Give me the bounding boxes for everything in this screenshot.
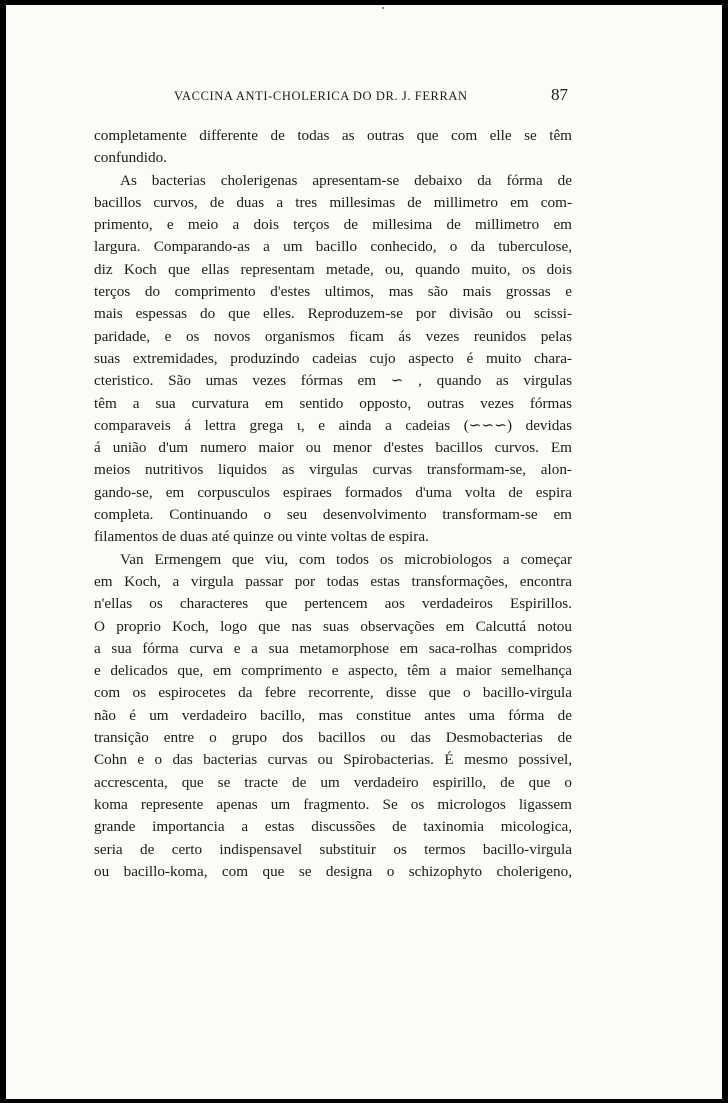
text-line: meios nutritivos liquidos as virgulas curvas transformam-se, alon-	[94, 461, 572, 479]
page-header	[6, 85, 722, 109]
text-line: n'ellas os characteres que pertencem aos verdadeiros Espirillos.	[94, 595, 572, 613]
text-line: confundido.	[94, 149, 167, 167]
text-line: completamente differente de todas as outras que com elle se têm	[94, 127, 572, 144]
text-line: não é um verdadeiro bacillo, mas constitue antes uma fórma de	[94, 706, 572, 724]
text-line: comparaveis á lettra grega ι, e ainda a cadeias (∽∽∽) devidas	[94, 416, 572, 434]
text-line: têm a sua curvatura em sentido opposto, outras vezes fórmas	[94, 394, 572, 412]
paragraph-start-line: Van Ermengem que viu, com todos os microbiologos a começar	[120, 550, 572, 568]
text-line: com os espirocetes da febre recorrente, disse que o bacillo-virgula	[94, 684, 572, 702]
text-line: mais espessas do que elles. Reproduzem-se por divisão ou scissi-	[94, 305, 572, 323]
text-line: koma represente apenas um fragmento. Se os micrologos ligassem	[94, 795, 572, 813]
text-line: a sua fórma curva e a sua metamorphose em saca-rolhas compridos	[94, 639, 572, 657]
text-line: Cohn e o das bacterias curvas ou Spirobacterias. É mesmo possivel,	[94, 751, 572, 769]
text-line: á união d'um numero maior ou menor d'estes bacillos curvos. Em	[94, 439, 572, 457]
scan-speck	[382, 7, 384, 9]
text-line: grande importancia a estas discussões de taxinomia micologica,	[94, 818, 572, 836]
text-line: primento, e meio a dois terços de millesima de millimetro em	[94, 216, 572, 234]
text-line: filamentos de duas até quinze ou vinte voltas de espira.	[94, 528, 429, 546]
text-line: seria de certo indispensavel substituir os termos bacillo-virgula	[94, 840, 572, 858]
text-line: accrescenta, que se tracte de um verdadeiro espirillo, de que o	[94, 773, 572, 791]
text-line: diz Koch que ellas representam metade, ou, quando muito, os dois	[94, 260, 572, 278]
text-line: bacillos curvos, de duas a tres millesimas de millimetro em com-	[94, 193, 572, 211]
text-line: largura. Comparando-as a um bacillo conhecido, o da tuberculose,	[94, 238, 572, 256]
text-line: O proprio Koch, logo que nas suas observações em Calcuttá notou	[94, 617, 572, 635]
text-line: transição entre o grupo dos bacillos ou das Desmobacterias de	[94, 729, 572, 747]
running-title: VACCINA ANTI-CHOLERICA DO DR. J. FERRAN	[174, 89, 468, 103]
text-line: completa. Continuando o seu desenvolvimento transformam-se em	[94, 506, 572, 524]
text-line: gando-se, em corpusculos espiraes formados d'uma volta de espira	[94, 483, 572, 501]
text-line: ou bacillo-koma, com que se designa o schizophyto cholerigeno,	[94, 862, 572, 880]
text-line: suas extremidades, produzindo cadeias cujo aspecto é muito chara-	[94, 349, 572, 367]
text-line: e delicados que, em comprimento e aspecto, têm a maior semelhança	[94, 662, 572, 680]
body-text	[94, 125, 572, 883]
page-number: 87	[551, 85, 568, 104]
paragraph-start-line: As bacterias cholerigenas apresentam-se debaixo da fórma de	[120, 171, 572, 189]
book-page	[6, 5, 722, 1099]
text-line: cteristico. São umas vezes fórmas em ∽ , quando as virgulas	[94, 372, 572, 390]
text-line: terços do comprimento d'estes ultimos, mas são mais grossas e	[94, 283, 572, 301]
text-line: em Koch, a virgula passar por todas estas transformações, encontra	[94, 572, 572, 590]
text-line: paridade, e os novos organismos ficam ás vezes reunidos pelas	[94, 327, 572, 345]
